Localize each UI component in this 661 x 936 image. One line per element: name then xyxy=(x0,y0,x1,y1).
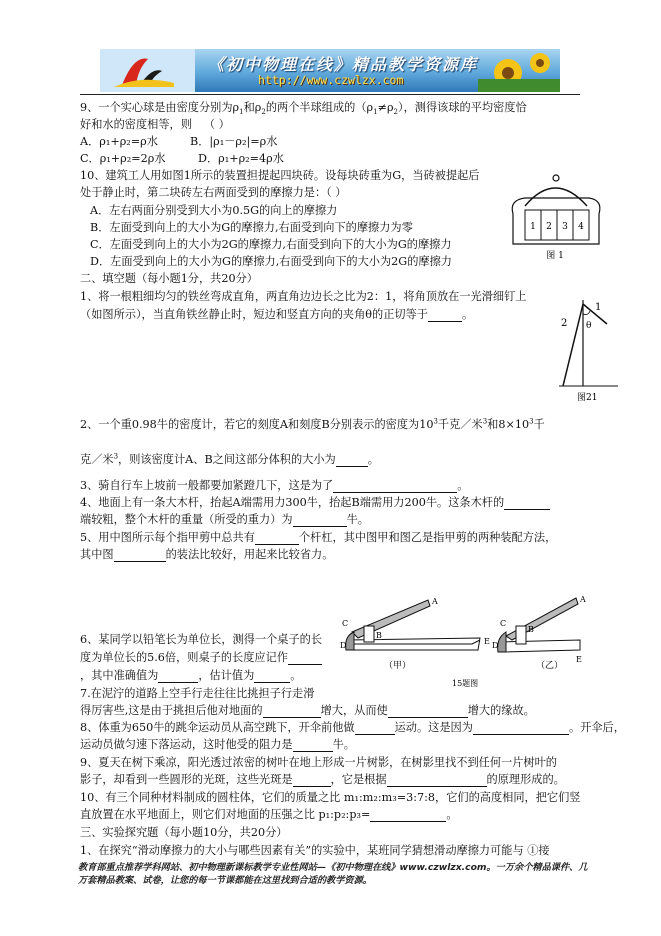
figure-15-nail-clippers xyxy=(340,592,590,692)
clip-yi-B: B xyxy=(528,625,534,634)
clip-yi-E: E xyxy=(576,655,582,664)
f1-line1: 1、将一根粗细均匀的铁丝弯成直角，两直角边边长之比为2：1，将角顶放在一光滑细钉上 xyxy=(80,290,527,303)
figure-1-brick-clamp xyxy=(505,168,605,266)
q9-option-c: C．ρ₁+ρ₂=2ρ水 xyxy=(80,152,166,165)
f4-line2: 端较粗，整个木杆的重量（所受的重力）为 牛。 xyxy=(80,513,369,526)
clip-yi-A: A xyxy=(580,595,586,604)
clip-jia-label: （甲） xyxy=(384,661,412,671)
f7-line1: 7.在泥泞的道路上空手行走往往比挑担子行走滑 xyxy=(80,687,315,700)
f8-line1: 8、体重为650牛的跳伞运动员从高空跳下，开伞前他做 运动。这是因为 。开伞后， xyxy=(80,721,625,734)
q10-line1: 10、建筑工人用如图1所示的装置担提起四块砖。设每块砖重为G，当砖被提起后 xyxy=(80,169,480,182)
f2-line2: 克／米$^3$，则该密度计A、B之间这部分体积的大小为 。 xyxy=(80,452,379,466)
figure-21-bent-wire xyxy=(555,296,620,404)
fig21-theta: θ xyxy=(586,321,592,331)
f8-line2: 运动员做匀速下落运动，这时他受的阻力是 牛。 xyxy=(80,738,355,751)
q9-option-d: D．ρ₁+ρ₂=4ρ水 xyxy=(198,152,284,165)
f3-line: 3、骑自行车上坡前一般都要加紧蹬几下，这是为了 。 xyxy=(80,479,469,492)
q9-line1: 9、一个实心球是由密度分别为$\rho_1$和$\rho_2$的两个半球组成的$(\rho_1\ne\rho_2)$，测得该球的平均密度恰 xyxy=(80,101,527,117)
q9-option-a: A．ρ₁+ρ₂=ρ水 xyxy=(80,135,158,148)
clip-yi-C: C xyxy=(500,619,507,628)
clip-figure-label: 15题图 xyxy=(452,679,479,688)
brick-2: 2 xyxy=(546,222,552,232)
q10-option-d: D．左面受到向上的大小为G的摩擦力,右面受到向下的大小为2G的摩擦力 xyxy=(90,255,452,268)
clipper-jia xyxy=(346,600,480,650)
f9-line2: 影子，却看到一些圆形的光斑，这些光斑是 ，它是根据 的原理形成的。 xyxy=(80,773,565,786)
clip-jia-D: D xyxy=(340,641,347,650)
f1-line2: （如图所示），当直角铁丝静止时，短边和竖直方向的夹角θ的正切等于 。 xyxy=(80,308,474,321)
clipper-yi xyxy=(498,598,580,652)
page-footer: 教育部重点推荐学科网站、初中物理新课标教学专业性网站—《初中物理在线》www.czwlzx.com。一万余个精品课件、几万套精品教案、试卷，让您的每一节课都能在这里找到合适的教学资源。 xyxy=(78,862,588,886)
brick-4: 4 xyxy=(578,222,584,232)
header-banner xyxy=(100,49,560,92)
f6-line3: ，其中准确值为 ，估计值为 。 xyxy=(80,669,302,682)
q10-option-c: C．左面受到向上的大小为2G的摩擦力,右面受到向下的大小为G的摩擦力 xyxy=(90,238,452,251)
q10-option-a: A．左右两面分别受到大小为0.5G的向上的摩擦力 xyxy=(90,204,338,217)
e1-line: 1、在探究“滑动摩擦力的大小与哪些因素有关”的实验中，某班同学猜想滑动摩擦力可能与 ①接 xyxy=(80,844,550,857)
q10-line2: 处于静止时，第二块砖左右两面受到的摩擦力是：（ ） xyxy=(80,186,347,199)
clip-jia-C: C xyxy=(342,619,349,628)
banner-title: 《初中物理在线》精品教学资源库 xyxy=(208,55,479,74)
f6-line1: 6、某同学以铅笔长为单位长，测得一个桌子的长 xyxy=(80,633,323,646)
brick-3: 3 xyxy=(562,222,568,232)
f5-line2: 其中图 的装法比较好，用起来比较省力。 xyxy=(80,548,334,561)
f4-line1: 4、地面上有一条大木杆，抬起A端需用力300牛，抬起B端需用力200牛。这条木杆的 xyxy=(80,495,550,510)
section-2-heading: 二、填空题（每小题1分，共20分） xyxy=(80,272,258,285)
clip-yi-label: （乙） xyxy=(536,661,564,671)
f10-line2: 直放置在水平地面上，则它们对地面的压强之比 p₁:p₂:p₃= 。 xyxy=(80,808,458,821)
clip-yi-D: D xyxy=(492,641,499,650)
f2-line1: 2、一个重0.98牛的密度计，若它的刻度A和刻度B分别表示的密度为$10^3$千克／米$^3$和$8\times 10^3$千 xyxy=(80,417,545,431)
f7-line2: 得厉害些,这是由于挑担后他对地面的 增大，从而使 增大的缘故。 xyxy=(80,704,535,717)
clip-jia-E: E xyxy=(484,637,490,646)
brick-1: 1 xyxy=(530,222,536,232)
figure-1-label: 图 1 xyxy=(546,251,564,261)
fig21-side-2: 2 xyxy=(561,318,568,329)
q9-option-b: B．|ρ₁－ρ₂|=ρ水 xyxy=(190,135,278,148)
f9-line1: 9、夏天在树下乘凉，阳光透过浓密的树叶在地上形成一片树影，在树影里找不到任何一片树叶的 xyxy=(80,756,557,769)
fig21-side-1: 1 xyxy=(595,302,602,313)
figure-21-label: 图21 xyxy=(577,393,598,403)
f6-line2: 度为单位长的5.6倍，则桌子的长度应记作 xyxy=(80,650,322,665)
q9-line2: 好和水的密度相等，则 （ ） xyxy=(80,118,230,131)
f10-line1: 10、有三个同种材料制成的圆柱体，它们的质量之比 m₁:m₂:m₃=3:7:8，它们的高度相同，把它们竖 xyxy=(80,791,581,804)
header-rule xyxy=(80,94,580,95)
section-3-heading: 三、实验探究题（每小题10分，共20分） xyxy=(80,826,288,839)
q10-option-b: B．左面受到向上的大小为G的摩擦力,右面受到向下的摩擦力为零 xyxy=(90,221,413,234)
banner-url[interactable]: http://www.czwlzx.com xyxy=(258,73,404,87)
clip-jia-A: A xyxy=(432,597,438,606)
f5-line1: 5、用中图所示每个指甲剪中总共有 个杆杠，其中图甲和图乙是指甲剪的两种装配方法， xyxy=(80,531,557,544)
clip-jia-B: B xyxy=(376,631,382,640)
